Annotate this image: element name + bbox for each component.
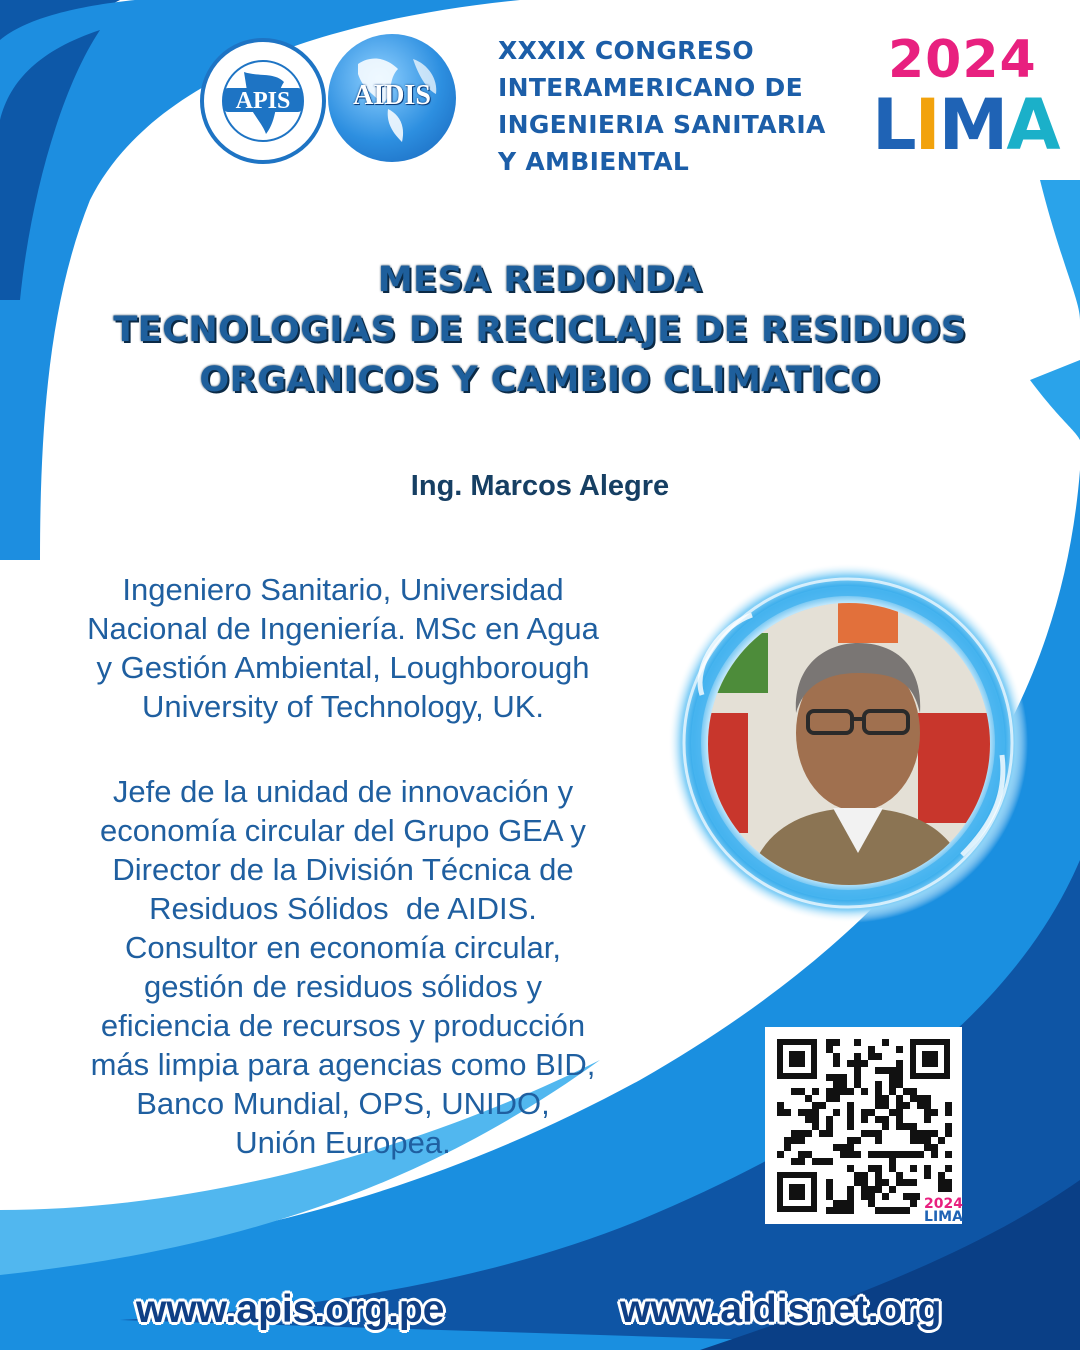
qr-module	[889, 1081, 896, 1088]
qr-module	[945, 1165, 952, 1172]
qr-module	[889, 1074, 896, 1081]
qr-module	[896, 1109, 903, 1116]
qr-module	[945, 1109, 952, 1116]
bio-line: más limpia para agencias como BID,	[90, 1047, 596, 1082]
qr-module	[854, 1081, 861, 1088]
aidis-abbr: AIDIS	[353, 80, 431, 111]
qr-module	[826, 1095, 833, 1102]
qr-module	[854, 1039, 861, 1046]
qr-module	[903, 1207, 910, 1214]
qr-module	[868, 1165, 875, 1172]
qr-module	[875, 1095, 882, 1102]
qr-module	[924, 1130, 931, 1137]
aidis-website-link[interactable]: www.aidisnet.org	[620, 1288, 942, 1331]
qr-badge-city: LIMA	[924, 1209, 963, 1225]
qr-module	[826, 1046, 833, 1053]
qr-module	[833, 1200, 840, 1207]
qr-module	[910, 1123, 917, 1130]
qr-module	[826, 1088, 833, 1095]
bio-line: Nacional de Ingeniería. MSc en Agua	[87, 611, 599, 646]
qr-module	[896, 1172, 903, 1179]
qr-module	[833, 1039, 840, 1046]
qr-badge-year: 2024	[924, 1196, 963, 1212]
qr-module	[854, 1179, 861, 1186]
qr-module	[833, 1060, 840, 1067]
qr-module	[826, 1074, 833, 1081]
qr-module	[875, 1165, 882, 1172]
qr-module	[868, 1046, 875, 1053]
qr-module	[812, 1109, 819, 1116]
bio-line: Jefe de la unidad de innovación y	[112, 774, 574, 809]
qr-module	[896, 1151, 903, 1158]
qr-module	[889, 1158, 896, 1165]
qr-module	[924, 1172, 931, 1179]
qr-module	[882, 1151, 889, 1158]
qr-module	[840, 1074, 847, 1081]
qr-module	[798, 1130, 805, 1137]
qr-module	[847, 1088, 854, 1095]
qr-module	[854, 1137, 861, 1144]
qr-module	[791, 1130, 798, 1137]
qr-module	[910, 1088, 917, 1095]
qr-module	[819, 1102, 826, 1109]
qr-module	[868, 1053, 875, 1060]
city-letter: I	[914, 84, 939, 166]
qr-module	[833, 1088, 840, 1095]
qr-module	[861, 1116, 868, 1123]
qr-module	[868, 1130, 875, 1137]
qr-module	[805, 1109, 812, 1116]
congress-line-2: INTERAMERICANO DE	[498, 73, 803, 102]
qr-module	[889, 1207, 896, 1214]
aidis-logo	[328, 34, 456, 162]
qr-module	[910, 1151, 917, 1158]
qr-module	[833, 1207, 840, 1214]
qr-module	[826, 1123, 833, 1130]
qr-module	[896, 1207, 903, 1214]
city-letter: L	[872, 84, 915, 166]
qr-module	[826, 1158, 833, 1165]
qr-module	[896, 1067, 903, 1074]
qr-module	[882, 1067, 889, 1074]
qr-module	[910, 1179, 917, 1186]
qr-module	[791, 1158, 798, 1165]
qr-module	[896, 1116, 903, 1123]
qr-module	[875, 1186, 882, 1193]
speaker-bio-paragraph-1	[28, 570, 658, 726]
qr-module	[847, 1186, 854, 1193]
qr-module	[896, 1095, 903, 1102]
qr-module	[875, 1130, 882, 1137]
qr-module	[924, 1095, 931, 1102]
qr-module	[917, 1102, 924, 1109]
qr-module	[875, 1102, 882, 1109]
qr-module	[931, 1144, 938, 1151]
qr-module	[868, 1193, 875, 1200]
bio-line: Ingeniero Sanitario, Universidad	[122, 572, 564, 607]
city-letter: A	[1006, 84, 1059, 166]
speaker-name: Ing. Marcos Alegre	[410, 470, 670, 502]
speaker-photo	[708, 603, 990, 885]
qr-module	[945, 1151, 952, 1158]
qr-module	[840, 1151, 847, 1158]
qr-module	[882, 1039, 889, 1046]
apis-logo	[200, 38, 326, 164]
qr-module	[854, 1151, 861, 1158]
qr-module	[938, 1137, 945, 1144]
session-title	[40, 255, 1040, 405]
qr-module	[924, 1137, 931, 1144]
qr-module	[889, 1151, 896, 1158]
qr-module	[798, 1158, 805, 1165]
qr-module	[847, 1144, 854, 1151]
qr-module	[882, 1095, 889, 1102]
qr-module	[903, 1088, 910, 1095]
qr-module	[917, 1137, 924, 1144]
qr-module	[805, 1130, 812, 1137]
qr-module	[868, 1151, 875, 1158]
qr-module	[896, 1123, 903, 1130]
qr-module	[889, 1067, 896, 1074]
qr-module	[805, 1151, 812, 1158]
qr-module	[903, 1179, 910, 1186]
qr-module	[938, 1186, 945, 1193]
qr-module	[819, 1158, 826, 1165]
bio-line: eficiencia de recursos y producción	[100, 1008, 586, 1043]
congress-line-1: XXXIX CONGRESO	[498, 36, 754, 65]
qr-module	[812, 1123, 819, 1130]
title-line-3: ORGANICOS Y CAMBIO CLIMATICO	[199, 360, 881, 400]
qr-module	[910, 1095, 917, 1102]
qr-module	[840, 1088, 847, 1095]
qr-module	[882, 1193, 889, 1200]
apis-website-link[interactable]: www.apis.org.pe	[136, 1288, 445, 1331]
qr-module	[833, 1144, 840, 1151]
bio-line: Director de la División Técnica de	[112, 852, 574, 887]
qr-module	[945, 1102, 952, 1109]
qr-module	[924, 1102, 931, 1109]
qr-module	[903, 1193, 910, 1200]
congress-line-4: Y AMBIENTAL	[498, 147, 690, 176]
qr-module	[875, 1088, 882, 1095]
qr-module	[791, 1137, 798, 1144]
qr-module	[896, 1046, 903, 1053]
qr-module	[798, 1109, 805, 1116]
qr-module	[826, 1116, 833, 1123]
qr-module	[833, 1081, 840, 1088]
qr-module	[875, 1137, 882, 1144]
qr-module	[882, 1179, 889, 1186]
qr-module	[854, 1053, 861, 1060]
qr-module	[889, 1088, 896, 1095]
bio-line: economía circular del Grupo GEA y	[100, 813, 586, 848]
qr-module	[805, 1095, 812, 1102]
qr-module	[903, 1123, 910, 1130]
qr-module	[819, 1130, 826, 1137]
qr-module	[931, 1130, 938, 1137]
qr-module	[826, 1193, 833, 1200]
qr-event-badge	[924, 1198, 963, 1224]
qr-module	[896, 1102, 903, 1109]
qr-module	[910, 1165, 917, 1172]
qr-module	[910, 1193, 917, 1200]
qr-module	[910, 1200, 917, 1207]
qr-module	[875, 1151, 882, 1158]
qr-module	[798, 1137, 805, 1144]
qr-module	[861, 1179, 868, 1186]
apis-abbr: APIS	[235, 88, 291, 114]
city-letter: M	[938, 84, 1007, 166]
qr-module	[861, 1172, 868, 1179]
qr-module	[791, 1088, 798, 1095]
qr-module	[868, 1109, 875, 1116]
qr-code-icon	[765, 1027, 962, 1224]
qr-module	[861, 1186, 868, 1193]
qr-module	[833, 1074, 840, 1081]
title-line-2: TECNOLOGIAS DE RECICLAJE DE RESIDUOS	[113, 310, 967, 350]
qr-module	[826, 1130, 833, 1137]
qr-module	[861, 1109, 868, 1116]
qr-module	[875, 1179, 882, 1186]
qr-module	[896, 1081, 903, 1088]
qr-module	[861, 1060, 868, 1067]
qr-module	[924, 1109, 931, 1116]
qr-module	[875, 1067, 882, 1074]
qr-module	[875, 1116, 882, 1123]
qr-module	[847, 1165, 854, 1172]
qr-module	[833, 1053, 840, 1060]
qr-module	[945, 1179, 952, 1186]
qr-module	[847, 1109, 854, 1116]
congress-line-3: INGENIERIA SANITARIA	[498, 110, 826, 139]
qr-module	[812, 1158, 819, 1165]
qr-module	[861, 1193, 868, 1200]
qr-module	[917, 1095, 924, 1102]
title-line-1: MESA REDONDA	[377, 260, 703, 300]
qr-module	[875, 1081, 882, 1088]
qr-module	[910, 1137, 917, 1144]
bio-line: Residuos Sólidos de AIDIS.	[149, 891, 537, 926]
qr-module	[840, 1200, 847, 1207]
qr-module	[840, 1081, 847, 1088]
bio-line: Consultor en economía circular,	[125, 930, 561, 965]
qr-module	[777, 1102, 784, 1109]
qr-module	[882, 1102, 889, 1109]
qr-module	[931, 1109, 938, 1116]
qr-module	[861, 1088, 868, 1095]
qr-module	[812, 1088, 819, 1095]
qr-module	[833, 1109, 840, 1116]
event-city-logo	[872, 84, 1059, 166]
qr-module	[896, 1074, 903, 1081]
qr-module	[798, 1088, 805, 1095]
qr-module	[826, 1179, 833, 1186]
qr-module	[903, 1102, 910, 1109]
qr-module	[868, 1186, 875, 1193]
qr-module	[854, 1060, 861, 1067]
qr-module	[784, 1109, 791, 1116]
qr-module	[903, 1151, 910, 1158]
qr-module	[812, 1102, 819, 1109]
qr-module	[784, 1144, 791, 1151]
qr-module	[945, 1130, 952, 1137]
qr-module	[882, 1207, 889, 1214]
qr-module	[861, 1130, 868, 1137]
qr-code[interactable]	[765, 1027, 962, 1224]
bio-line: University of Technology, UK.	[141, 689, 545, 724]
bio-line: Banco Mundial, OPS, UNIDO,	[136, 1086, 550, 1121]
qr-module	[924, 1144, 931, 1151]
qr-module	[784, 1137, 791, 1144]
qr-module	[917, 1130, 924, 1137]
qr-module	[840, 1144, 847, 1151]
bio-line: gestión de residuos sólidos y	[143, 969, 543, 1004]
qr-module	[882, 1116, 889, 1123]
qr-module	[938, 1172, 945, 1179]
qr-module	[847, 1137, 854, 1144]
qr-module	[812, 1116, 819, 1123]
qr-module	[931, 1151, 938, 1158]
qr-module	[924, 1165, 931, 1172]
qr-module	[889, 1109, 896, 1116]
qr-module	[805, 1116, 812, 1123]
qr-module	[882, 1123, 889, 1130]
qr-module	[777, 1109, 784, 1116]
qr-module	[854, 1172, 861, 1179]
qr-module	[889, 1186, 896, 1193]
speaker-portrait-icon	[708, 603, 990, 885]
qr-module	[875, 1207, 882, 1214]
qr-module	[847, 1102, 854, 1109]
bio-line: y Gestión Ambiental, Loughborough	[96, 650, 590, 685]
qr-module	[896, 1179, 903, 1186]
qr-module	[868, 1200, 875, 1207]
qr-module	[896, 1060, 903, 1067]
qr-module	[840, 1207, 847, 1214]
speaker-bio-paragraph-2	[28, 772, 658, 1162]
qr-module	[938, 1179, 945, 1186]
qr-module	[833, 1095, 840, 1102]
qr-module	[889, 1165, 896, 1172]
qr-module	[945, 1123, 952, 1130]
qr-module	[847, 1200, 854, 1207]
qr-module	[847, 1193, 854, 1200]
event-year: 2024	[888, 30, 1037, 90]
qr-module	[847, 1116, 854, 1123]
qr-module	[854, 1074, 861, 1081]
qr-module	[917, 1151, 924, 1158]
qr-module	[875, 1053, 882, 1060]
qr-module	[847, 1123, 854, 1130]
bio-line: Unión Europea.	[235, 1125, 451, 1160]
qr-module	[847, 1060, 854, 1067]
congress-title	[498, 32, 858, 180]
qr-module	[798, 1151, 805, 1158]
qr-module	[826, 1039, 833, 1046]
qr-module	[826, 1186, 833, 1193]
qr-module	[854, 1067, 861, 1074]
qr-module	[910, 1130, 917, 1137]
qr-module	[945, 1186, 952, 1193]
qr-module	[847, 1151, 854, 1158]
qr-module	[924, 1116, 931, 1123]
qr-module	[847, 1207, 854, 1214]
qr-module	[826, 1207, 833, 1214]
qr-module	[777, 1151, 784, 1158]
qr-module	[875, 1172, 882, 1179]
